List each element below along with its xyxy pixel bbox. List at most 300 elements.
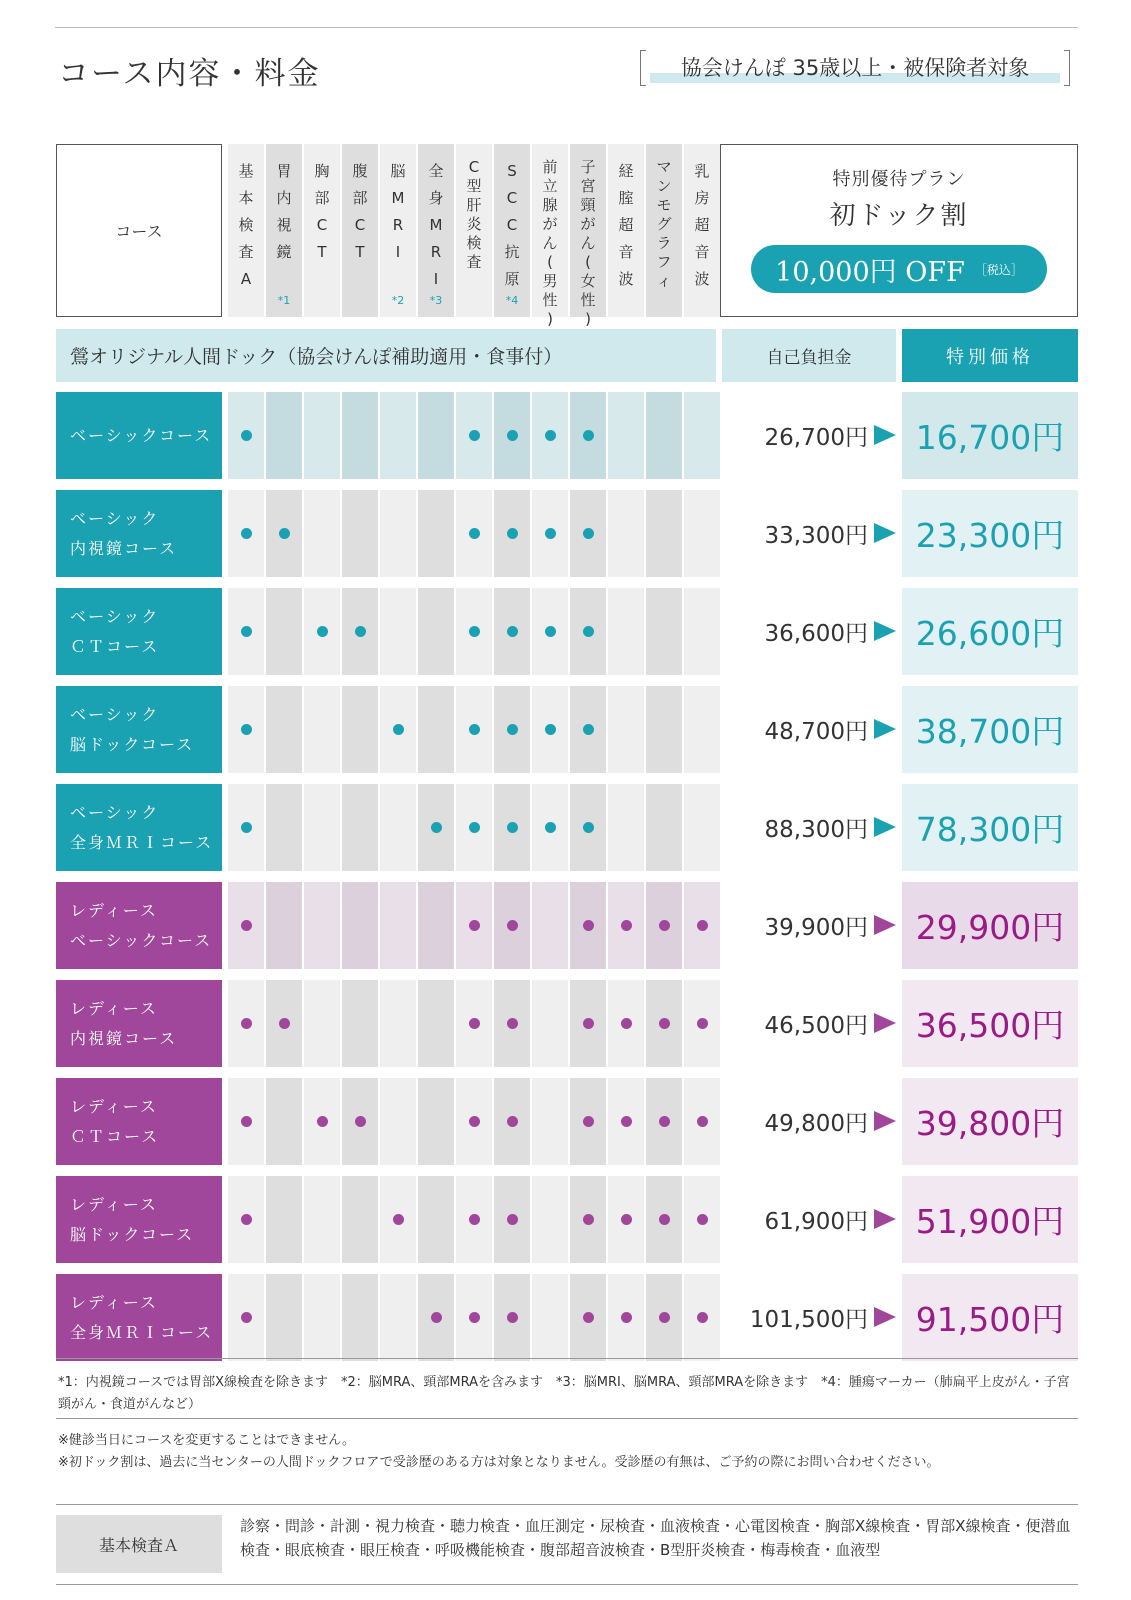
included-dot-icon — [469, 626, 480, 637]
discount-badge — [751, 245, 1047, 293]
exam-cell — [570, 588, 606, 675]
included-dot-icon — [355, 1116, 366, 1127]
included-dot-icon — [241, 920, 252, 931]
included-dot-icon — [469, 1312, 480, 1323]
included-dot-icon — [621, 1214, 632, 1225]
course-name — [56, 686, 222, 773]
exam-cell — [228, 1274, 264, 1361]
exam-cell — [684, 1078, 720, 1165]
divider — [56, 1584, 1078, 1585]
self-pay-price: 101,500円 — [749, 1307, 868, 1333]
exam-cell — [266, 980, 302, 1067]
exam-cell — [646, 1176, 682, 1263]
special-price: 26,600円 — [902, 588, 1078, 675]
included-dot-icon — [621, 1018, 632, 1029]
exam-cell — [608, 588, 644, 675]
exam-cell — [494, 490, 530, 577]
exam-cell — [608, 686, 644, 773]
exam-cell — [380, 980, 416, 1067]
course-name — [56, 1274, 222, 1361]
exam-cell — [532, 1274, 568, 1361]
course-name-line1: レディース — [70, 1096, 158, 1116]
exam-cell — [608, 1078, 644, 1165]
course-row — [56, 784, 1078, 871]
self-pay-price: 36,600円 — [764, 621, 868, 647]
course-name — [56, 392, 222, 479]
exam-cell — [380, 784, 416, 871]
exam-cell — [684, 784, 720, 871]
exam-cell — [342, 1176, 378, 1263]
exam-cell — [456, 1176, 492, 1263]
course-name — [56, 980, 222, 1067]
course-name — [56, 1078, 222, 1165]
exam-cell — [684, 490, 720, 577]
course-name-line2: ＣＴコース — [70, 636, 160, 656]
exam-cell — [266, 1274, 302, 1361]
exam-cell — [646, 686, 682, 773]
exam-cell — [304, 686, 340, 773]
exam-cell — [418, 784, 454, 871]
exam-cell — [418, 1078, 454, 1165]
exam-cell — [456, 1078, 492, 1165]
exam-cell — [418, 490, 454, 577]
exam-cell — [418, 882, 454, 969]
course-row — [56, 686, 1078, 773]
course-name-line2: 全身ＭＲＩコース — [70, 832, 214, 852]
exam-cell — [342, 1274, 378, 1361]
page-title: コース内容・料金 — [58, 56, 321, 92]
included-dot-icon — [507, 1116, 518, 1127]
exam-cell — [456, 490, 492, 577]
arrow-right-icon — [874, 1209, 896, 1229]
exam-cell — [646, 490, 682, 577]
column-label: 経 腟 超 音 波 — [618, 162, 634, 288]
exam-cell — [684, 392, 720, 479]
included-dot-icon — [583, 528, 594, 539]
target-label — [640, 50, 1070, 86]
exam-cell — [494, 686, 530, 773]
course-row — [56, 392, 1078, 479]
special-price: 78,300円 — [902, 784, 1078, 871]
included-dot-icon — [507, 1018, 518, 1029]
arrow-right-icon — [874, 719, 896, 739]
exam-cell — [646, 980, 682, 1067]
course-row — [56, 490, 1078, 577]
note-line: ※初ドック割は、過去に当センターの人間ドックフロアで受診歴のある方は対象となりません。受診歴の有無は、ご予約の際にお問い合わせください。 — [58, 1455, 940, 1470]
divider — [56, 1418, 1078, 1419]
course-name-line2: 脳ドックコース — [70, 1224, 195, 1244]
column-label: 胃 内 視 鏡 — [276, 162, 292, 261]
included-dot-icon — [469, 1018, 480, 1029]
basic-exam-content: 診察・問診・計測・視力検査・聴力検査・血圧測定・尿検査・血液検査・心電図検査・胸部X線検査・胃部X線検査・便潜血検査・眼底検査・眼圧検査・呼吸機能検査・腹部超音波検査・B型肝炎検査・梅毒検査・血液型 — [240, 1517, 1071, 1559]
exam-cell — [532, 490, 568, 577]
exam-cell — [494, 1274, 530, 1361]
course-name — [56, 588, 222, 675]
basic-exam-label: 基本検査Ａ — [56, 1515, 222, 1573]
exam-cell — [456, 980, 492, 1067]
included-dot-icon — [241, 528, 252, 539]
column-header — [342, 144, 378, 317]
exam-cell — [342, 490, 378, 577]
included-dot-icon — [583, 1312, 594, 1323]
self-pay-price: 48,700円 — [764, 719, 868, 745]
exam-cell — [494, 588, 530, 675]
exam-cell — [646, 588, 682, 675]
course-name-line1: レディース — [70, 900, 158, 920]
exam-cell — [456, 784, 492, 871]
column-label: 基 本 検 査 A — [238, 162, 254, 288]
divider — [56, 1358, 1078, 1359]
included-dot-icon — [697, 1312, 708, 1323]
included-dot-icon — [241, 1018, 252, 1029]
column-header — [380, 144, 416, 317]
exam-cell — [342, 882, 378, 969]
course-row — [56, 1176, 1078, 1263]
exam-cell — [494, 882, 530, 969]
column-label: 前 立 腺 が ん ( 男 性 ) — [542, 158, 558, 328]
special-plan-box — [720, 144, 1078, 317]
included-dot-icon — [431, 1312, 442, 1323]
course-name-line2: 脳ドックコース — [70, 734, 195, 754]
included-dot-icon — [659, 1018, 670, 1029]
special-price: 29,900円 — [902, 882, 1078, 969]
included-dot-icon — [279, 1018, 290, 1029]
exam-cell — [684, 1274, 720, 1361]
exam-cell — [228, 1078, 264, 1165]
included-dot-icon — [507, 822, 518, 833]
column-header — [304, 144, 340, 317]
column-header — [456, 144, 492, 317]
included-dot-icon — [659, 920, 670, 931]
exam-cell — [304, 1176, 340, 1263]
included-dot-icon — [469, 1116, 480, 1127]
course-name — [56, 490, 222, 577]
course-header: コース — [56, 144, 222, 317]
column-header — [646, 144, 682, 317]
special-price: 16,700円 — [902, 392, 1078, 479]
exam-cell — [228, 882, 264, 969]
self-pay-price: 26,700円 — [764, 425, 868, 451]
exam-cell — [342, 1078, 378, 1165]
exam-cell — [646, 1078, 682, 1165]
included-dot-icon — [621, 1312, 632, 1323]
notes — [58, 1430, 1078, 1474]
exam-cell — [266, 882, 302, 969]
included-dot-icon — [583, 1214, 594, 1225]
arrow-right-icon — [874, 621, 896, 641]
included-dot-icon — [507, 626, 518, 637]
course-name-line1: ベーシックコース — [70, 425, 213, 445]
course-name-line1: レディース — [70, 998, 158, 1018]
exam-cell — [304, 980, 340, 1067]
exam-cell — [380, 1078, 416, 1165]
self-pay-price: 88,300円 — [764, 817, 868, 843]
note-line: ※健診当日にコースを変更することはできません。 — [58, 1433, 356, 1448]
included-dot-icon — [469, 920, 480, 931]
exam-cell — [266, 784, 302, 871]
included-dot-icon — [355, 626, 366, 637]
included-dot-icon — [621, 920, 632, 931]
exam-cell — [418, 686, 454, 773]
exam-cell — [456, 588, 492, 675]
included-dot-icon — [241, 724, 252, 735]
exam-cell — [380, 1274, 416, 1361]
included-dot-icon — [431, 822, 442, 833]
included-dot-icon — [697, 1214, 708, 1225]
course-name-line2: 内視鏡コース — [70, 1028, 178, 1048]
top-divider — [55, 27, 1078, 28]
included-dot-icon — [697, 1018, 708, 1029]
exam-cell — [304, 784, 340, 871]
exam-cell — [494, 980, 530, 1067]
included-dot-icon — [469, 1214, 480, 1225]
exam-cell — [418, 1176, 454, 1263]
arrow-right-icon — [874, 425, 896, 445]
special-price: 39,800円 — [902, 1078, 1078, 1165]
exam-cell — [532, 392, 568, 479]
arrow-right-icon — [874, 1013, 896, 1033]
column-label: 腹 部 C T — [352, 162, 368, 261]
exam-cell — [228, 588, 264, 675]
exam-cell — [532, 1176, 568, 1263]
exam-cell — [570, 1176, 606, 1263]
special-price: 38,700円 — [902, 686, 1078, 773]
column-header — [228, 144, 264, 317]
special-plan-name: 初ドック割 — [829, 201, 969, 231]
exam-cell — [456, 882, 492, 969]
exam-cell — [646, 882, 682, 969]
exam-cell — [494, 392, 530, 479]
course-name-line1: レディース — [70, 1292, 158, 1312]
arrow-right-icon — [874, 1307, 896, 1327]
course-row — [56, 1078, 1078, 1165]
course-name — [56, 882, 222, 969]
exam-cell — [608, 392, 644, 479]
exam-cell — [608, 1274, 644, 1361]
included-dot-icon — [241, 430, 252, 441]
exam-cell — [570, 686, 606, 773]
exam-cell — [304, 882, 340, 969]
included-dot-icon — [241, 1214, 252, 1225]
special-price-header: 特別価格 — [902, 329, 1078, 382]
exam-cell — [570, 784, 606, 871]
included-dot-icon — [317, 1116, 328, 1127]
special-price: 91,500円 — [902, 1274, 1078, 1361]
column-label: 全 身 M R I — [428, 162, 444, 288]
column-header — [570, 144, 606, 328]
exam-cell — [532, 980, 568, 1067]
exam-cell — [228, 392, 264, 479]
included-dot-icon — [241, 822, 252, 833]
special-plan-title: 特別優待プラン — [832, 169, 966, 190]
column-note: *2 — [391, 294, 405, 307]
included-dot-icon — [241, 1312, 252, 1323]
column-header — [608, 144, 644, 317]
exam-cell — [342, 588, 378, 675]
exam-cell — [228, 490, 264, 577]
included-dot-icon — [393, 1214, 404, 1225]
included-dot-icon — [583, 430, 594, 441]
exam-cell — [266, 588, 302, 675]
column-header — [684, 144, 720, 317]
exam-cell — [380, 686, 416, 773]
included-dot-icon — [507, 920, 518, 931]
included-dot-icon — [507, 724, 518, 735]
column-note: *3 — [429, 294, 443, 307]
special-price: 51,900円 — [902, 1176, 1078, 1263]
exam-cell — [342, 784, 378, 871]
column-header — [418, 144, 454, 317]
included-dot-icon — [583, 1116, 594, 1127]
course-name-line1: ベーシック — [70, 704, 160, 724]
included-dot-icon — [621, 1116, 632, 1127]
exam-cell — [494, 1078, 530, 1165]
included-dot-icon — [583, 724, 594, 735]
course-name-line2: 全身ＭＲＩコース — [70, 1322, 214, 1342]
exam-cell — [608, 980, 644, 1067]
exam-cell — [418, 980, 454, 1067]
exam-cell — [684, 588, 720, 675]
exam-cell — [570, 1274, 606, 1361]
exam-cell — [380, 882, 416, 969]
exam-cell — [228, 784, 264, 871]
exam-cell — [494, 1176, 530, 1263]
included-dot-icon — [469, 528, 480, 539]
exam-cell — [266, 490, 302, 577]
included-dot-icon — [545, 626, 556, 637]
course-name-line2: 内視鏡コース — [70, 538, 178, 558]
included-dot-icon — [507, 430, 518, 441]
exam-cell — [266, 392, 302, 479]
exam-cell — [418, 588, 454, 675]
exam-cell — [570, 392, 606, 479]
exam-cell — [684, 686, 720, 773]
exam-cell — [646, 1274, 682, 1361]
exam-cell — [646, 784, 682, 871]
section-title: 鶯オリジナル人間ドック（協会けんぽ補助適用・食事付） — [56, 329, 716, 382]
discount-amount: 10,000円 OFF — [775, 256, 965, 288]
arrow-right-icon — [874, 1111, 896, 1131]
course-name-line2: ベーシックコース — [70, 930, 213, 950]
course-name-line1: ベーシック — [70, 508, 160, 528]
column-header — [494, 144, 530, 317]
exam-cell — [532, 686, 568, 773]
included-dot-icon — [659, 1214, 670, 1225]
exam-cell — [532, 784, 568, 871]
included-dot-icon — [583, 920, 594, 931]
course-name-line1: ベーシック — [70, 802, 160, 822]
special-price: 23,300円 — [902, 490, 1078, 577]
exam-cell — [456, 392, 492, 479]
self-pay-price: 46,500円 — [764, 1013, 868, 1039]
exam-cell — [684, 1176, 720, 1263]
exam-cell — [570, 490, 606, 577]
exam-cell — [304, 1078, 340, 1165]
included-dot-icon — [279, 528, 290, 539]
included-dot-icon — [583, 626, 594, 637]
exam-cell — [380, 1176, 416, 1263]
exam-cell — [342, 686, 378, 773]
exam-cell — [646, 392, 682, 479]
exam-cell — [570, 882, 606, 969]
exam-cell — [266, 686, 302, 773]
course-row — [56, 588, 1078, 675]
course-row — [56, 882, 1078, 969]
arrow-right-icon — [874, 817, 896, 837]
column-note: *4 — [505, 294, 519, 307]
exam-cell — [228, 980, 264, 1067]
course-name-line2: ＣＴコース — [70, 1126, 160, 1146]
included-dot-icon — [507, 528, 518, 539]
included-dot-icon — [317, 626, 328, 637]
footnotes: *1：内視鏡コースでは胃部X線検査を除きます *2：脳MRA、頸部MRAを含みます *3：脳MRI、脳MRA、頸部MRAを除きます *4：腫瘍マーカー（肺扁平上皮がん・子宮頸がん・食道がんなど） — [58, 1375, 1070, 1412]
arrow-right-icon — [874, 523, 896, 543]
exam-cell — [304, 1274, 340, 1361]
self-pay-price: 33,300円 — [764, 523, 868, 549]
course-row — [56, 1274, 1078, 1361]
exam-cell — [266, 1176, 302, 1263]
included-dot-icon — [583, 1018, 594, 1029]
column-label: C 型 肝 炎 検 査 — [466, 158, 482, 271]
course-name — [56, 1176, 222, 1263]
special-price: 36,500円 — [902, 980, 1078, 1067]
included-dot-icon — [545, 430, 556, 441]
self-pay-price: 49,800円 — [764, 1111, 868, 1137]
column-label: マ ン モ グ ラ フ ィ — [656, 158, 672, 290]
included-dot-icon — [697, 920, 708, 931]
included-dot-icon — [659, 1312, 670, 1323]
included-dot-icon — [241, 1116, 252, 1127]
included-dot-icon — [393, 724, 404, 735]
column-label: 乳 房 超 音 波 — [694, 162, 710, 288]
exam-cell — [380, 588, 416, 675]
column-label: 子 宮 頸 が ん ( 女 性 ) — [580, 158, 596, 328]
column-label: 胸 部 C T — [314, 162, 330, 261]
tax-label: ［税込］ — [974, 262, 1023, 277]
arrow-right-icon — [874, 915, 896, 935]
self-pay-price: 61,900円 — [764, 1209, 868, 1235]
exam-cell — [608, 882, 644, 969]
included-dot-icon — [583, 822, 594, 833]
self-pay-price: 39,900円 — [764, 915, 868, 941]
exam-cell — [532, 1078, 568, 1165]
divider — [56, 1504, 1078, 1505]
column-label: S C C 抗 原 — [504, 162, 520, 288]
exam-cell — [380, 490, 416, 577]
included-dot-icon — [241, 626, 252, 637]
exam-cell — [456, 686, 492, 773]
course-name — [56, 784, 222, 871]
exam-cell — [418, 1274, 454, 1361]
included-dot-icon — [697, 1116, 708, 1127]
exam-cell — [570, 1078, 606, 1165]
exam-cell — [684, 980, 720, 1067]
column-note: *1 — [277, 294, 291, 307]
target-text: 協会けんぽ 35歳以上・被保険者対象 — [680, 56, 1030, 80]
course-row — [56, 980, 1078, 1067]
included-dot-icon — [659, 1116, 670, 1127]
exam-cell — [342, 980, 378, 1067]
exam-cell — [228, 686, 264, 773]
exam-cell — [418, 392, 454, 479]
exam-cell — [304, 588, 340, 675]
included-dot-icon — [545, 528, 556, 539]
included-dot-icon — [545, 822, 556, 833]
exam-cell — [494, 784, 530, 871]
course-name-line1: レディース — [70, 1194, 158, 1214]
self-pay-header: 自己負担金 — [722, 329, 896, 382]
exam-cell — [228, 1176, 264, 1263]
